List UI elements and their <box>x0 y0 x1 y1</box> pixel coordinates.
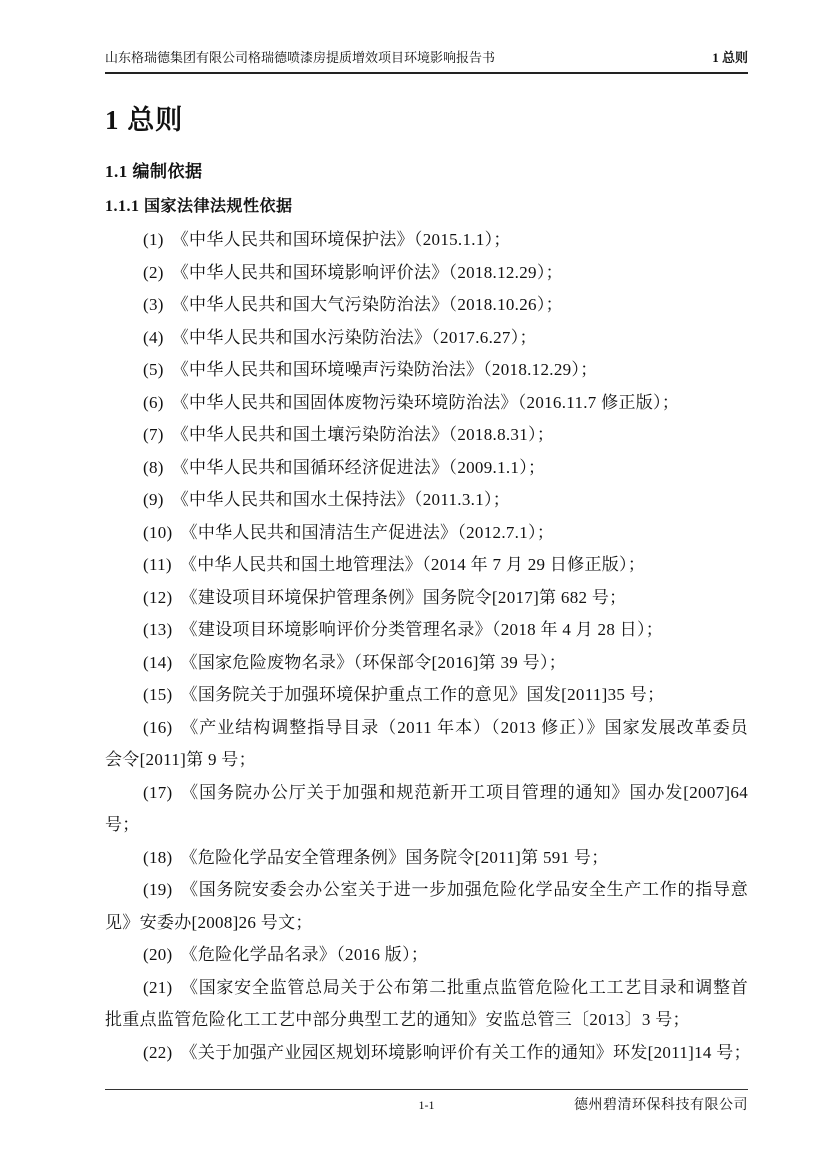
chapter-heading: 1 总则 <box>105 105 184 135</box>
item-text: 《中华人民共和国固体废物污染环境防治法》（2016.11.7 修正版）； <box>171 392 680 412</box>
item-number: (19) <box>143 880 173 899</box>
legal-item-line <box>105 549 748 582</box>
item-number: (14) <box>143 652 173 672</box>
page-number: 1-1 <box>418 1098 435 1112</box>
item-number: (17) <box>143 782 173 802</box>
legal-basis-list <box>105 224 751 1069</box>
item-number: (22) <box>143 1042 173 1062</box>
page-footer <box>105 1089 748 1114</box>
item-number: (1) <box>143 230 164 249</box>
legal-item-line <box>105 679 748 712</box>
item-number: (8) <box>143 457 164 477</box>
legal-item-line <box>105 874 748 907</box>
legal-item-line <box>105 614 748 647</box>
item-text: 《中华人民共和国环境影响评价法》（2018.12.29）； <box>171 262 563 282</box>
item-text: 会令[2011]第 9 号； <box>105 750 256 769</box>
item-number: (5) <box>143 360 164 379</box>
item-text: 《关于加强产业园区规划环境影响评价有关工作的通知》环发[2011]14 号； <box>180 1042 751 1062</box>
item-text: 《中华人民共和国水土保持法》（2011.3.1）； <box>171 490 511 509</box>
legal-item-line <box>105 712 748 745</box>
item-text: 《国务院办公厅关于加强和规范新开工项目管理的通知》国办发[2007]64 <box>180 782 748 802</box>
item-text: 《国务院关于加强环境保护重点工作的意见》国发[2011]35 号； <box>180 685 665 704</box>
item-text: 《危险化学品安全管理条例》国务院令[2011]第 591 号； <box>180 847 609 867</box>
legal-item-line <box>105 419 748 452</box>
legal-item-line <box>105 354 748 387</box>
legal-item-line <box>105 842 748 875</box>
item-number: (3) <box>143 295 164 314</box>
legal-item-line <box>105 972 748 1005</box>
item-number: (16) <box>143 717 173 737</box>
item-text: 《国务院安委会办公室关于进一步加强危险化学品安全生产工作的指导意 <box>180 880 748 899</box>
legal-item-line <box>105 387 748 420</box>
legal-item-line <box>105 224 748 257</box>
page-header <box>105 50 748 74</box>
legal-item-line <box>105 484 748 517</box>
item-number: (4) <box>143 327 164 347</box>
item-number: (7) <box>143 425 164 444</box>
item-text: 《中华人民共和国大气污染防治法》（2018.10.26）； <box>171 295 563 314</box>
item-text: 《中华人民共和国土地管理法》（2014 年 7 月 29 日修正版）； <box>179 555 646 574</box>
item-number: (12) <box>143 587 173 607</box>
item-text: 《国家安全监管总局关于公布第二批重点监管危险化工工艺目录和调整首 <box>180 977 748 997</box>
item-text: 号； <box>105 815 140 834</box>
item-number: (21) <box>143 977 173 997</box>
legal-item-line <box>105 809 748 842</box>
section-heading-1-1: 1.1 编制依据 <box>105 162 203 181</box>
legal-item-line <box>105 1037 751 1070</box>
item-text: 《中华人民共和国土壤污染防治法》（2018.8.31）； <box>171 425 555 444</box>
header-chapter-label: 1 总则 <box>712 50 748 65</box>
item-number: (10) <box>143 522 173 542</box>
item-text: 《国家危险废物名录》（环保部令[2016]第 39 号）； <box>180 652 567 672</box>
header-document-title: 山东格瑞德集团有限公司格瑞德喷漆房提质增效项目环境影响报告书 <box>105 50 496 65</box>
item-text: 《中华人民共和国清洁生产促进法》（2012.7.1）； <box>180 522 555 542</box>
item-text: 《建设项目环境影响评价分类管理名录》（2018 年 4 月 28 日）； <box>180 620 664 639</box>
legal-item-line <box>105 289 748 322</box>
item-text: 见》安委办[2008]26 号文； <box>105 912 313 932</box>
item-number: (18) <box>143 847 173 867</box>
legal-item-line <box>105 939 748 972</box>
item-number: (2) <box>143 262 164 282</box>
item-text: 《产业结构调整指导目录（2011 年本）（2013 修正）》国家发展改革委员 <box>180 717 748 737</box>
item-number: (11) <box>143 555 172 574</box>
item-text: 《中华人民共和国水污染防治法》（2017.6.27）； <box>171 327 537 347</box>
item-text: 《中华人民共和国环境保护法》（2015.1.1）； <box>171 230 511 249</box>
item-text: 《中华人民共和国环境噪声污染防治法》（2018.12.29）； <box>171 360 598 379</box>
legal-item-line <box>105 322 748 355</box>
item-number: (13) <box>143 620 173 639</box>
legal-item-line <box>105 582 748 615</box>
legal-item-line <box>105 777 748 810</box>
footer-company: 德州碧清环保科技有限公司 <box>574 1098 748 1113</box>
legal-item-line <box>105 647 748 680</box>
legal-item-line <box>105 744 748 777</box>
legal-item-line <box>105 907 748 940</box>
legal-item-line <box>105 517 748 550</box>
item-text: 《建设项目环境保护管理条例》国务院令[2017]第 682 号； <box>180 587 627 607</box>
item-text: 批重点监管危险化工工艺中部分典型工艺的通知》安监总管三〔2013〕3 号； <box>105 1010 690 1029</box>
legal-item-line <box>105 257 748 290</box>
item-number: (20) <box>143 945 173 964</box>
item-number: (15) <box>143 685 173 704</box>
item-text: 《危险化学品名录》（2016 版）； <box>180 945 429 964</box>
item-number: (6) <box>143 392 164 412</box>
item-number: (9) <box>143 490 164 509</box>
item-text: 《中华人民共和国循环经济促进法》（2009.1.1）； <box>171 457 546 477</box>
legal-item-line <box>105 452 748 485</box>
subsection-heading-1-1-1: 1.1.1 国家法律法规性依据 <box>105 198 293 215</box>
legal-item-line <box>105 1004 748 1037</box>
